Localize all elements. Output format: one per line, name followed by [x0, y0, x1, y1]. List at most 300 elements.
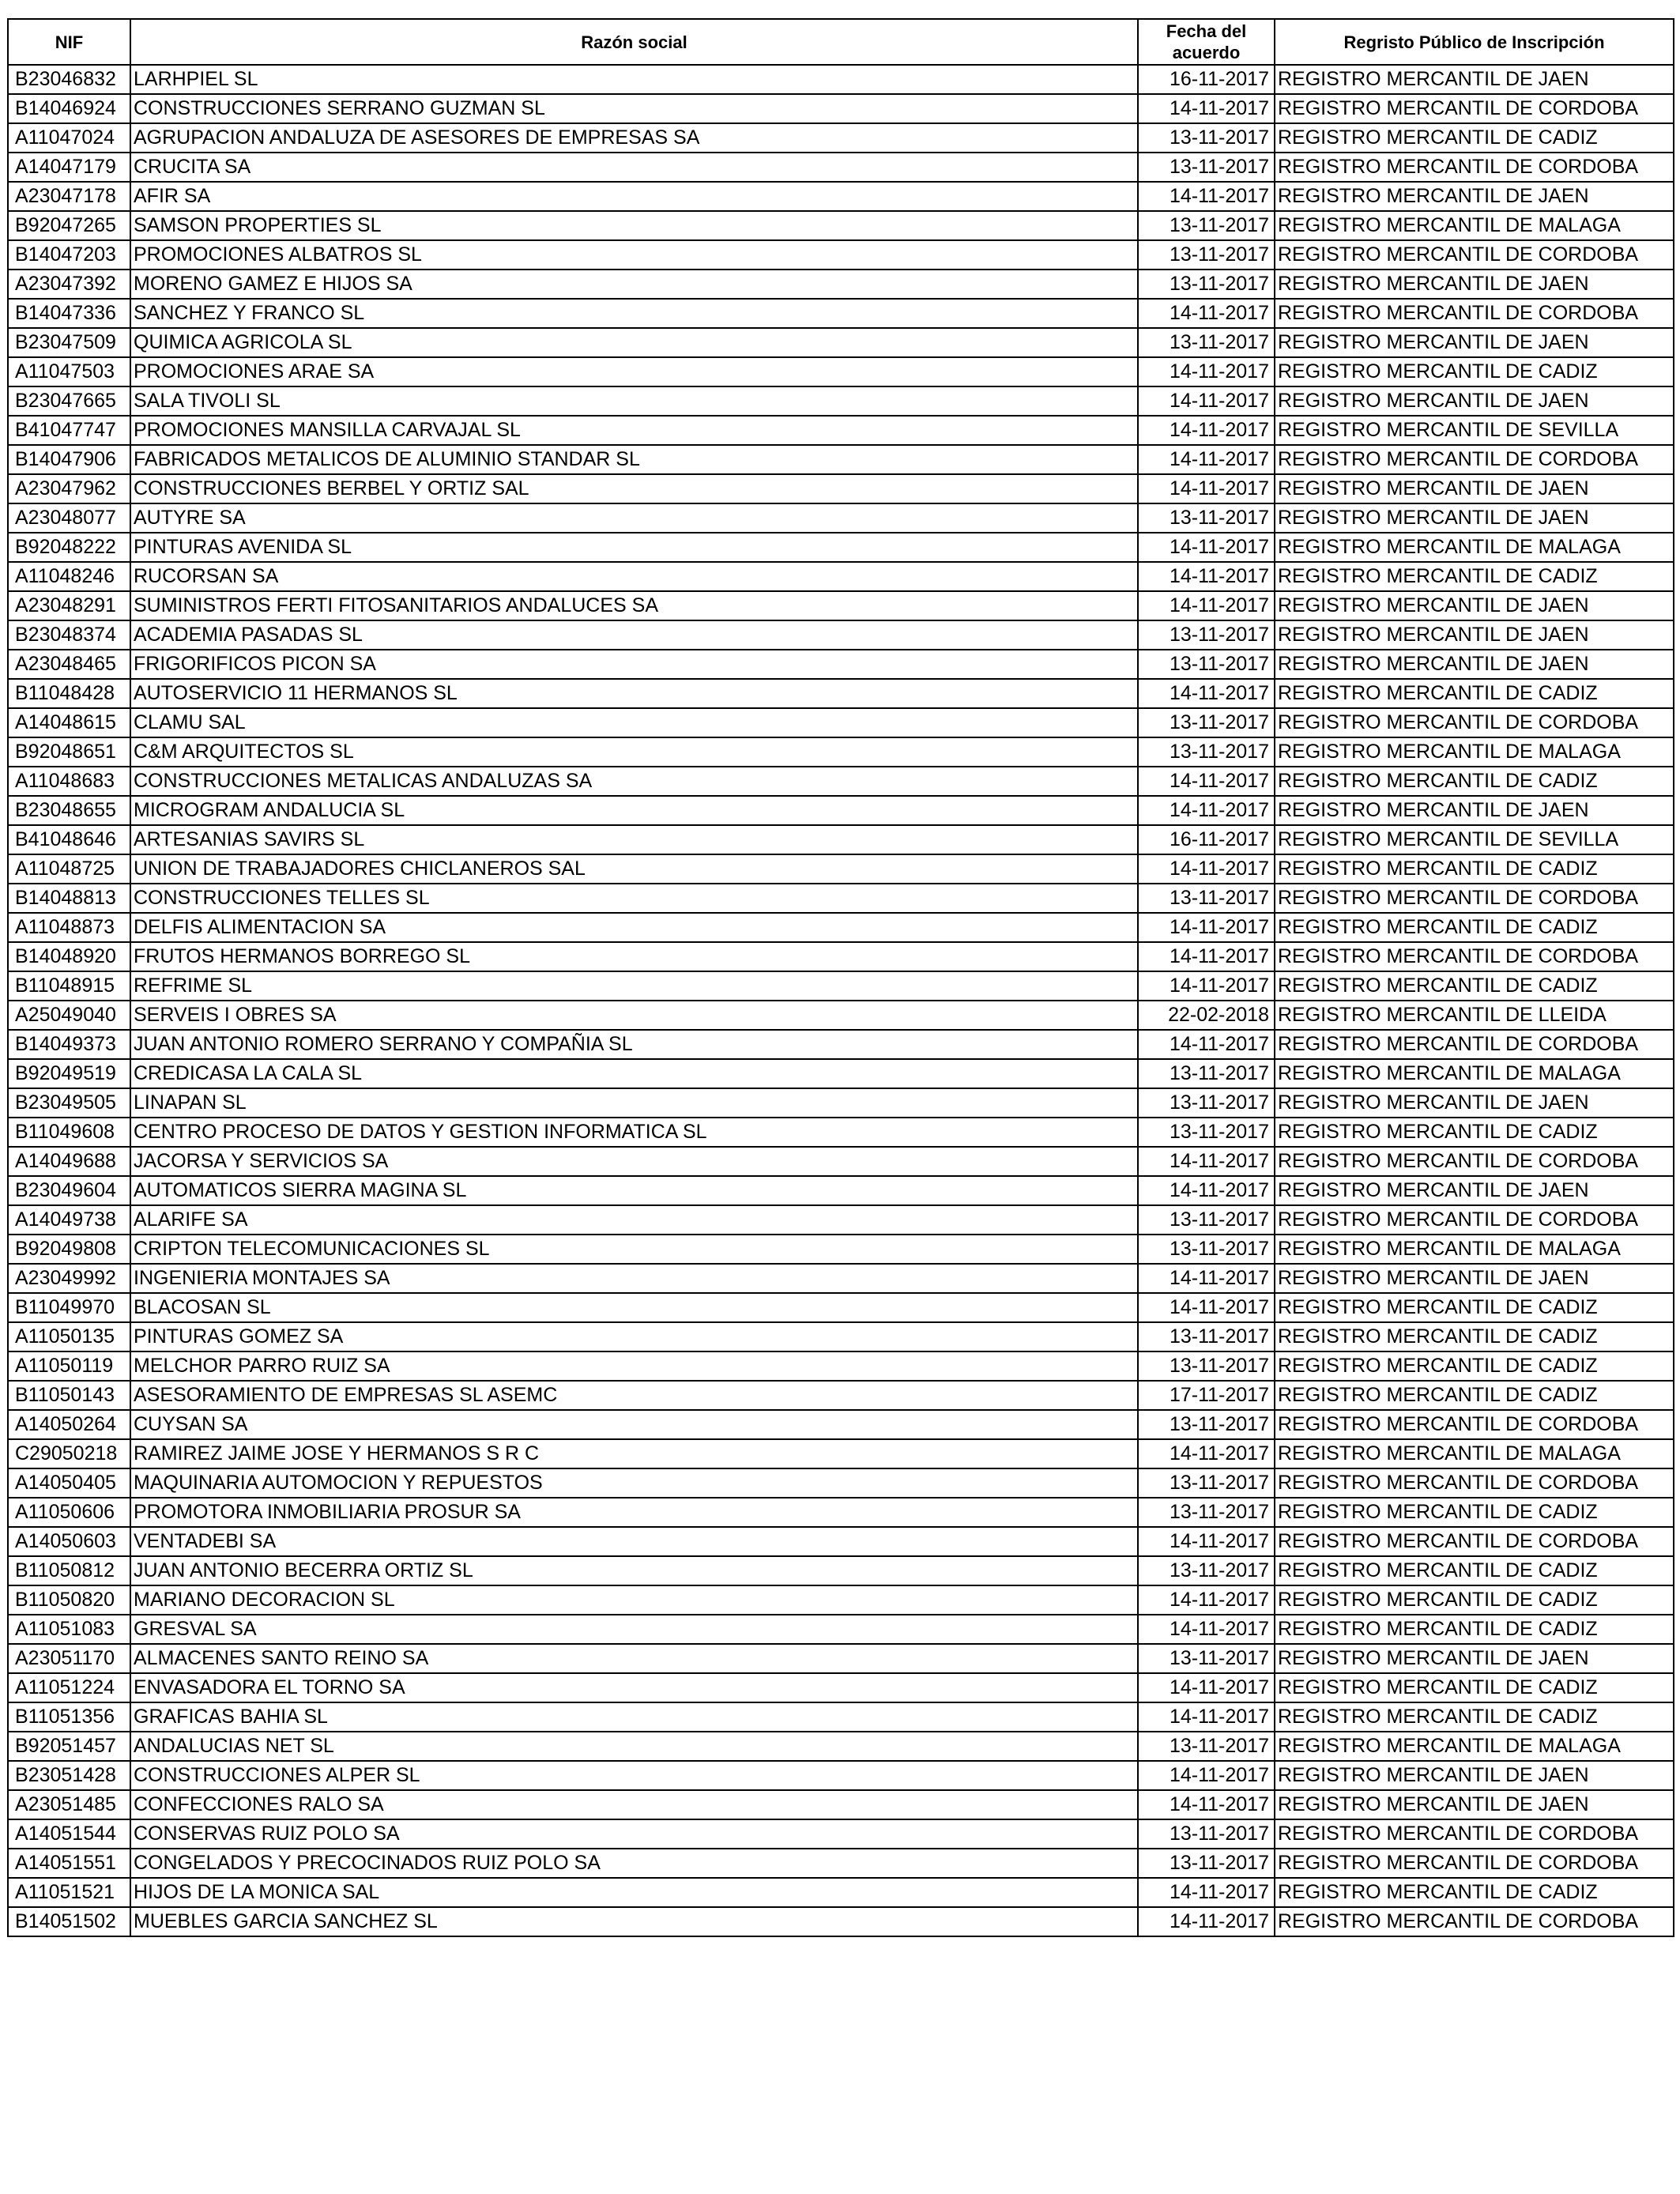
- cell-nif: B92048651: [8, 737, 130, 767]
- cell-fecha: 13-11-2017: [1138, 1088, 1275, 1118]
- table-row: [8, 1176, 1674, 1205]
- cell-nif: B92049519: [8, 1059, 130, 1088]
- cell-fecha: 13-11-2017: [1138, 240, 1275, 270]
- cell-nif: A11050119: [8, 1351, 130, 1381]
- cell-fecha: 13-11-2017: [1138, 153, 1275, 182]
- cell-razon-social: MICROGRAM ANDALUCIA SL: [130, 796, 1138, 825]
- cell-razon-social: JACORSA Y SERVICIOS SA: [130, 1147, 1138, 1176]
- cell-razon-social: QUIMICA AGRICOLA SL: [130, 328, 1138, 357]
- table-row: [8, 1381, 1674, 1410]
- cell-nif: A23047392: [8, 270, 130, 299]
- cell-nif: A14050603: [8, 1527, 130, 1556]
- cell-registro: REGISTRO MERCANTIL DE CORDOBA: [1275, 299, 1674, 328]
- header-row: [8, 19, 1674, 65]
- cell-fecha: 13-11-2017: [1138, 1235, 1275, 1264]
- header-registro: Regristo Público de Inscripción: [1275, 19, 1674, 65]
- cell-razon-social: CLAMU SAL: [130, 708, 1138, 737]
- cell-nif: A14048615: [8, 708, 130, 737]
- cell-nif: A23049992: [8, 1264, 130, 1293]
- table-row: [8, 1468, 1674, 1498]
- cell-fecha: 14-11-2017: [1138, 1615, 1275, 1644]
- cell-fecha: 14-11-2017: [1138, 357, 1275, 386]
- cell-registro: REGISTRO MERCANTIL DE JAEN: [1275, 65, 1674, 94]
- cell-razon-social: ALMACENES SANTO REINO SA: [130, 1644, 1138, 1673]
- table-row: [8, 1322, 1674, 1351]
- table-header: [8, 19, 1674, 65]
- cell-nif: B92047265: [8, 211, 130, 240]
- cell-nif: B14047203: [8, 240, 130, 270]
- cell-fecha: 16-11-2017: [1138, 825, 1275, 854]
- cell-nif: B11050143: [8, 1381, 130, 1410]
- cell-registro: REGISTRO MERCANTIL DE JAEN: [1275, 591, 1674, 620]
- table-row: [8, 1878, 1674, 1907]
- cell-razon-social: PINTURAS AVENIDA SL: [130, 533, 1138, 562]
- cell-registro: REGISTRO MERCANTIL DE MALAGA: [1275, 1732, 1674, 1761]
- cell-fecha: 14-11-2017: [1138, 1264, 1275, 1293]
- cell-razon-social: UNION DE TRABAJADORES CHICLANEROS SAL: [130, 854, 1138, 884]
- cell-registro: REGISTRO MERCANTIL DE CORDOBA: [1275, 1147, 1674, 1176]
- cell-nif: A11047024: [8, 123, 130, 153]
- cell-razon-social: MUEBLES GARCIA SANCHEZ SL: [130, 1907, 1138, 1936]
- cell-registro: REGISTRO MERCANTIL DE CADIZ: [1275, 1702, 1674, 1732]
- cell-nif: B14051502: [8, 1907, 130, 1936]
- header-fecha-acuerdo: [1138, 19, 1275, 65]
- cell-nif: A11050135: [8, 1322, 130, 1351]
- table-row: [8, 884, 1674, 913]
- cell-registro: REGISTRO MERCANTIL DE JAEN: [1275, 620, 1674, 650]
- cell-fecha: 13-11-2017: [1138, 1849, 1275, 1878]
- cell-nif: A11051083: [8, 1615, 130, 1644]
- table-row: [8, 1439, 1674, 1468]
- table-row: [8, 445, 1674, 474]
- cell-fecha: 13-11-2017: [1138, 1322, 1275, 1351]
- cell-razon-social: JUAN ANTONIO ROMERO SERRANO Y COMPAÑIA SL: [130, 1030, 1138, 1059]
- cell-fecha: 14-11-2017: [1138, 562, 1275, 591]
- cell-nif: B41048646: [8, 825, 130, 854]
- cell-razon-social: ARTESANIAS SAVIRS SL: [130, 825, 1138, 854]
- table-row: [8, 825, 1674, 854]
- cell-nif: B92051457: [8, 1732, 130, 1761]
- cell-fecha: 14-11-2017: [1138, 182, 1275, 211]
- cell-fecha: 14-11-2017: [1138, 1527, 1275, 1556]
- cell-fecha: 13-11-2017: [1138, 650, 1275, 679]
- cell-nif: A11051224: [8, 1673, 130, 1702]
- cell-fecha: 17-11-2017: [1138, 1381, 1275, 1410]
- cell-registro: REGISTRO MERCANTIL DE JAEN: [1275, 1644, 1674, 1673]
- cell-nif: A23048077: [8, 503, 130, 533]
- cell-nif: B92049808: [8, 1235, 130, 1264]
- cell-registro: REGISTRO MERCANTIL DE CADIZ: [1275, 1118, 1674, 1147]
- cell-fecha: 13-11-2017: [1138, 1410, 1275, 1439]
- cell-razon-social: CREDICASA LA CALA SL: [130, 1059, 1138, 1088]
- table-row: [8, 913, 1674, 942]
- table-row: [8, 1673, 1674, 1702]
- table-row: [8, 1819, 1674, 1849]
- cell-registro: REGISTRO MERCANTIL DE CORDOBA: [1275, 942, 1674, 971]
- cell-nif: A11048873: [8, 913, 130, 942]
- cell-razon-social: ANDALUCIAS NET SL: [130, 1732, 1138, 1761]
- cell-registro: REGISTRO MERCANTIL DE JAEN: [1275, 503, 1674, 533]
- cell-razon-social: SANCHEZ Y FRANCO SL: [130, 299, 1138, 328]
- cell-razon-social: CONSERVAS RUIZ POLO SA: [130, 1819, 1138, 1849]
- cell-fecha: 14-11-2017: [1138, 416, 1275, 445]
- cell-registro: REGISTRO MERCANTIL DE SEVILLA: [1275, 416, 1674, 445]
- table-row: [8, 270, 1674, 299]
- cell-razon-social: CONSTRUCCIONES SERRANO GUZMAN SL: [130, 94, 1138, 123]
- table-row: [8, 1556, 1674, 1585]
- cell-registro: REGISTRO MERCANTIL DE CADIZ: [1275, 123, 1674, 153]
- table-row: [8, 1410, 1674, 1439]
- cell-registro: REGISTRO MERCANTIL DE CADIZ: [1275, 1585, 1674, 1615]
- table-row: [8, 1118, 1674, 1147]
- cell-fecha: 14-11-2017: [1138, 942, 1275, 971]
- cell-razon-social: AUTYRE SA: [130, 503, 1138, 533]
- cell-nif: B11049970: [8, 1293, 130, 1322]
- cell-registro: REGISTRO MERCANTIL DE JAEN: [1275, 474, 1674, 503]
- cell-nif: A11047503: [8, 357, 130, 386]
- table-body: [8, 65, 1674, 1936]
- cell-fecha: 14-11-2017: [1138, 1439, 1275, 1468]
- table-row: [8, 1030, 1674, 1059]
- cell-registro: REGISTRO MERCANTIL DE CORDOBA: [1275, 708, 1674, 737]
- cell-registro: REGISTRO MERCANTIL DE CADIZ: [1275, 854, 1674, 884]
- cell-fecha: 13-11-2017: [1138, 270, 1275, 299]
- cell-fecha: 13-11-2017: [1138, 328, 1275, 357]
- cell-registro: REGISTRO MERCANTIL DE CADIZ: [1275, 679, 1674, 708]
- cell-fecha: 14-11-2017: [1138, 1585, 1275, 1615]
- cell-fecha: 16-11-2017: [1138, 65, 1275, 94]
- cell-razon-social: C&M ARQUITECTOS SL: [130, 737, 1138, 767]
- cell-nif: B14047906: [8, 445, 130, 474]
- table-row: [8, 679, 1674, 708]
- cell-razon-social: FRUTOS HERMANOS BORREGO SL: [130, 942, 1138, 971]
- cell-fecha: 14-11-2017: [1138, 591, 1275, 620]
- header-razon-social: Razón social: [130, 19, 1138, 65]
- cell-fecha: 13-11-2017: [1138, 123, 1275, 153]
- cell-fecha: 13-11-2017: [1138, 620, 1275, 650]
- cell-registro: REGISTRO MERCANTIL DE JAEN: [1275, 1176, 1674, 1205]
- table-row: [8, 1849, 1674, 1878]
- table-row: [8, 299, 1674, 328]
- cell-razon-social: SAMSON PROPERTIES SL: [130, 211, 1138, 240]
- cell-nif: A25049040: [8, 1001, 130, 1030]
- cell-nif: B14047336: [8, 299, 130, 328]
- cell-razon-social: RUCORSAN SA: [130, 562, 1138, 591]
- cell-nif: B23048374: [8, 620, 130, 650]
- cell-razon-social: BLACOSAN SL: [130, 1293, 1138, 1322]
- cell-nif: B92048222: [8, 533, 130, 562]
- cell-registro: REGISTRO MERCANTIL DE MALAGA: [1275, 533, 1674, 562]
- cell-razon-social: PROMOTORA INMOBILIARIA PROSUR SA: [130, 1498, 1138, 1527]
- table-row: [8, 562, 1674, 591]
- cell-nif: A23051485: [8, 1790, 130, 1819]
- cell-registro: REGISTRO MERCANTIL DE MALAGA: [1275, 1439, 1674, 1468]
- cell-fecha: 14-11-2017: [1138, 1702, 1275, 1732]
- cell-registro: REGISTRO MERCANTIL DE CADIZ: [1275, 1498, 1674, 1527]
- cell-fecha: 14-11-2017: [1138, 299, 1275, 328]
- cell-razon-social: CONFECCIONES RALO SA: [130, 1790, 1138, 1819]
- table-row: [8, 211, 1674, 240]
- cell-registro: REGISTRO MERCANTIL DE CADIZ: [1275, 562, 1674, 591]
- table-row: [8, 1702, 1674, 1732]
- table-row: [8, 650, 1674, 679]
- header-fecha-line1: Fecha del: [1166, 21, 1247, 41]
- cell-registro: REGISTRO MERCANTIL DE CADIZ: [1275, 1556, 1674, 1585]
- cell-registro: REGISTRO MERCANTIL DE CADIZ: [1275, 913, 1674, 942]
- cell-registro: REGISTRO MERCANTIL DE CADIZ: [1275, 971, 1674, 1001]
- cell-registro: REGISTRO MERCANTIL DE MALAGA: [1275, 737, 1674, 767]
- cell-registro: REGISTRO MERCANTIL DE CADIZ: [1275, 1322, 1674, 1351]
- cell-razon-social: REFRIME SL: [130, 971, 1138, 1001]
- cell-registro: REGISTRO MERCANTIL DE JAEN: [1275, 386, 1674, 416]
- cell-fecha: 14-11-2017: [1138, 1030, 1275, 1059]
- cell-razon-social: ACADEMIA PASADAS SL: [130, 620, 1138, 650]
- cell-fecha: 14-11-2017: [1138, 1790, 1275, 1819]
- cell-registro: REGISTRO MERCANTIL DE CORDOBA: [1275, 1819, 1674, 1849]
- cell-fecha: 14-11-2017: [1138, 94, 1275, 123]
- table-row: [8, 123, 1674, 153]
- cell-razon-social: CONSTRUCCIONES ALPER SL: [130, 1761, 1138, 1790]
- cell-razon-social: FRIGORIFICOS PICON SA: [130, 650, 1138, 679]
- cell-nif: B11051356: [8, 1702, 130, 1732]
- cell-nif: B23049604: [8, 1176, 130, 1205]
- cell-nif: B11050812: [8, 1556, 130, 1585]
- cell-fecha: 14-11-2017: [1138, 1907, 1275, 1936]
- cell-fecha: 13-11-2017: [1138, 1059, 1275, 1088]
- cell-nif: B11048428: [8, 679, 130, 708]
- cell-razon-social: ALARIFE SA: [130, 1205, 1138, 1235]
- cell-razon-social: CONGELADOS Y PRECOCINADOS RUIZ POLO SA: [130, 1849, 1138, 1878]
- cell-razon-social: MORENO GAMEZ E HIJOS SA: [130, 270, 1138, 299]
- cell-nif: A11048683: [8, 767, 130, 796]
- cell-razon-social: INGENIERIA MONTAJES SA: [130, 1264, 1138, 1293]
- table-row: [8, 1205, 1674, 1235]
- table-row: [8, 1235, 1674, 1264]
- table-row: [8, 1790, 1674, 1819]
- cell-nif: B11049608: [8, 1118, 130, 1147]
- cell-registro: REGISTRO MERCANTIL DE JAEN: [1275, 1088, 1674, 1118]
- cell-fecha: 14-11-2017: [1138, 1878, 1275, 1907]
- cell-fecha: 14-11-2017: [1138, 533, 1275, 562]
- cell-razon-social: PROMOCIONES MANSILLA CARVAJAL SL: [130, 416, 1138, 445]
- cell-fecha: 13-11-2017: [1138, 1644, 1275, 1673]
- cell-registro: REGISTRO MERCANTIL DE CADIZ: [1275, 1293, 1674, 1322]
- table-row: [8, 1761, 1674, 1790]
- cell-razon-social: JUAN ANTONIO BECERRA ORTIZ SL: [130, 1556, 1138, 1585]
- cell-registro: REGISTRO MERCANTIL DE CORDOBA: [1275, 884, 1674, 913]
- cell-fecha: 13-11-2017: [1138, 1498, 1275, 1527]
- cell-fecha: 14-11-2017: [1138, 971, 1275, 1001]
- table-row: [8, 503, 1674, 533]
- table-row: [8, 65, 1674, 94]
- cell-fecha: 13-11-2017: [1138, 1205, 1275, 1235]
- cell-nif: A14051551: [8, 1849, 130, 1878]
- cell-registro: REGISTRO MERCANTIL DE JAEN: [1275, 1790, 1674, 1819]
- table-row: [8, 942, 1674, 971]
- cell-razon-social: ASESORAMIENTO DE EMPRESAS SL ASEMC: [130, 1381, 1138, 1410]
- cell-registro: REGISTRO MERCANTIL DE JAEN: [1275, 1761, 1674, 1790]
- cell-nif: B11048915: [8, 971, 130, 1001]
- cell-nif: A11051521: [8, 1878, 130, 1907]
- table-row: [8, 620, 1674, 650]
- cell-registro: REGISTRO MERCANTIL DE CORDOBA: [1275, 1205, 1674, 1235]
- cell-registro: REGISTRO MERCANTIL DE CORDOBA: [1275, 1030, 1674, 1059]
- cell-nif: A14049688: [8, 1147, 130, 1176]
- table-row: [8, 357, 1674, 386]
- table-row: [8, 1527, 1674, 1556]
- cell-razon-social: CRUCITA SA: [130, 153, 1138, 182]
- table-row: [8, 1001, 1674, 1030]
- table-row: [8, 1644, 1674, 1673]
- cell-razon-social: LINAPAN SL: [130, 1088, 1138, 1118]
- cell-razon-social: HIJOS DE LA MONICA SAL: [130, 1878, 1138, 1907]
- cell-nif: A14049738: [8, 1205, 130, 1235]
- cell-registro: REGISTRO MERCANTIL DE CORDOBA: [1275, 1907, 1674, 1936]
- cell-fecha: 22-02-2018: [1138, 1001, 1275, 1030]
- cell-fecha: 14-11-2017: [1138, 1147, 1275, 1176]
- cell-registro: REGISTRO MERCANTIL DE MALAGA: [1275, 1235, 1674, 1264]
- cell-razon-social: VENTADEBI SA: [130, 1527, 1138, 1556]
- cell-fecha: 14-11-2017: [1138, 474, 1275, 503]
- table-row: [8, 1585, 1674, 1615]
- cell-registro: REGISTRO MERCANTIL DE MALAGA: [1275, 211, 1674, 240]
- cell-fecha: 14-11-2017: [1138, 445, 1275, 474]
- cell-fecha: 14-11-2017: [1138, 854, 1275, 884]
- table-row: [8, 1293, 1674, 1322]
- cell-fecha: 14-11-2017: [1138, 386, 1275, 416]
- cell-nif: C29050218: [8, 1439, 130, 1468]
- cell-nif: A23048291: [8, 591, 130, 620]
- cell-razon-social: AFIR SA: [130, 182, 1138, 211]
- cell-nif: B23046832: [8, 65, 130, 94]
- cell-registro: REGISTRO MERCANTIL DE JAEN: [1275, 270, 1674, 299]
- cell-nif: A14051544: [8, 1819, 130, 1849]
- table-row: [8, 1147, 1674, 1176]
- cell-nif: A14047179: [8, 153, 130, 182]
- table-row: [8, 1059, 1674, 1088]
- cell-registro: REGISTRO MERCANTIL DE MALAGA: [1275, 1059, 1674, 1088]
- cell-fecha: 14-11-2017: [1138, 1293, 1275, 1322]
- cell-nif: A11050606: [8, 1498, 130, 1527]
- table-row: [8, 854, 1674, 884]
- cell-nif: A14050405: [8, 1468, 130, 1498]
- cell-razon-social: SALA TIVOLI SL: [130, 386, 1138, 416]
- table-row: [8, 474, 1674, 503]
- cell-registro: REGISTRO MERCANTIL DE CADIZ: [1275, 357, 1674, 386]
- table-row: [8, 708, 1674, 737]
- cell-fecha: 13-11-2017: [1138, 737, 1275, 767]
- cell-fecha: 13-11-2017: [1138, 884, 1275, 913]
- table-row: [8, 240, 1674, 270]
- table-row: [8, 1264, 1674, 1293]
- cell-nif: A14050264: [8, 1410, 130, 1439]
- cell-fecha: 13-11-2017: [1138, 503, 1275, 533]
- cell-razon-social: PROMOCIONES ARAE SA: [130, 357, 1138, 386]
- cell-razon-social: CENTRO PROCESO DE DATOS Y GESTION INFORMATICA SL: [130, 1118, 1138, 1147]
- cell-nif: A11048725: [8, 854, 130, 884]
- cell-razon-social: MARIANO DECORACION SL: [130, 1585, 1138, 1615]
- table-row: [8, 1088, 1674, 1118]
- cell-fecha: 14-11-2017: [1138, 1761, 1275, 1790]
- cell-razon-social: GRAFICAS BAHIA SL: [130, 1702, 1138, 1732]
- cell-fecha: 13-11-2017: [1138, 1351, 1275, 1381]
- cell-nif: B11050820: [8, 1585, 130, 1615]
- cell-registro: REGISTRO MERCANTIL DE JAEN: [1275, 796, 1674, 825]
- table-row: [8, 533, 1674, 562]
- cell-fecha: 14-11-2017: [1138, 913, 1275, 942]
- cell-nif: B23051428: [8, 1761, 130, 1790]
- cell-razon-social: MAQUINARIA AUTOMOCION Y REPUESTOS: [130, 1468, 1138, 1498]
- cell-razon-social: ENVASADORA EL TORNO SA: [130, 1673, 1138, 1702]
- cell-fecha: 13-11-2017: [1138, 211, 1275, 240]
- registry-table: [7, 18, 1674, 1937]
- cell-fecha: 14-11-2017: [1138, 679, 1275, 708]
- cell-fecha: 13-11-2017: [1138, 1732, 1275, 1761]
- cell-razon-social: CUYSAN SA: [130, 1410, 1138, 1439]
- table-row: [8, 1351, 1674, 1381]
- cell-registro: REGISTRO MERCANTIL DE CADIZ: [1275, 1351, 1674, 1381]
- cell-nif: A11048246: [8, 562, 130, 591]
- cell-registro: REGISTRO MERCANTIL DE CADIZ: [1275, 1878, 1674, 1907]
- cell-razon-social: PROMOCIONES ALBATROS SL: [130, 240, 1138, 270]
- cell-registro: REGISTRO MERCANTIL DE JAEN: [1275, 650, 1674, 679]
- cell-registro: REGISTRO MERCANTIL DE CORDOBA: [1275, 1849, 1674, 1878]
- cell-razon-social: FABRICADOS METALICOS DE ALUMINIO STANDAR SL: [130, 445, 1138, 474]
- header-fecha-line2: acuerdo: [1172, 43, 1241, 62]
- cell-fecha: 13-11-2017: [1138, 1468, 1275, 1498]
- cell-registro: REGISTRO MERCANTIL DE CADIZ: [1275, 1381, 1674, 1410]
- cell-razon-social: RAMIREZ JAIME JOSE Y HERMANOS S R C: [130, 1439, 1138, 1468]
- cell-nif: A23051170: [8, 1644, 130, 1673]
- cell-nif: B23047665: [8, 386, 130, 416]
- cell-registro: REGISTRO MERCANTIL DE CORDOBA: [1275, 445, 1674, 474]
- cell-razon-social: SUMINISTROS FERTI FITOSANITARIOS ANDALUCES SA: [130, 591, 1138, 620]
- cell-nif: B41047747: [8, 416, 130, 445]
- cell-registro: REGISTRO MERCANTIL DE CORDOBA: [1275, 1527, 1674, 1556]
- company-registry-sheet: [7, 18, 1673, 1937]
- cell-razon-social: CONSTRUCCIONES METALICAS ANDALUZAS SA: [130, 767, 1138, 796]
- table-row: [8, 182, 1674, 211]
- cell-fecha: 14-11-2017: [1138, 767, 1275, 796]
- cell-nif: A23048465: [8, 650, 130, 679]
- table-row: [8, 416, 1674, 445]
- cell-registro: REGISTRO MERCANTIL DE CORDOBA: [1275, 240, 1674, 270]
- cell-razon-social: PINTURAS GOMEZ SA: [130, 1322, 1138, 1351]
- cell-razon-social: AGRUPACION ANDALUZA DE ASESORES DE EMPRESAS SA: [130, 123, 1138, 153]
- cell-razon-social: CONSTRUCCIONES TELLES SL: [130, 884, 1138, 913]
- cell-razon-social: GRESVAL SA: [130, 1615, 1138, 1644]
- cell-nif: B14048920: [8, 942, 130, 971]
- table-row: [8, 1907, 1674, 1936]
- table-row: [8, 153, 1674, 182]
- header-nif: NIF: [8, 19, 130, 65]
- cell-registro: REGISTRO MERCANTIL DE CORDOBA: [1275, 153, 1674, 182]
- cell-registro: REGISTRO MERCANTIL DE JAEN: [1275, 182, 1674, 211]
- cell-registro: REGISTRO MERCANTIL DE CORDOBA: [1275, 1468, 1674, 1498]
- table-row: [8, 971, 1674, 1001]
- cell-fecha: 14-11-2017: [1138, 1673, 1275, 1702]
- cell-razon-social: SERVEIS I OBRES SA: [130, 1001, 1138, 1030]
- cell-registro: REGISTRO MERCANTIL DE CORDOBA: [1275, 94, 1674, 123]
- cell-registro: REGISTRO MERCANTIL DE CORDOBA: [1275, 1410, 1674, 1439]
- cell-nif: A23047962: [8, 474, 130, 503]
- table-row: [8, 737, 1674, 767]
- cell-nif: A23047178: [8, 182, 130, 211]
- cell-registro: REGISTRO MERCANTIL DE CADIZ: [1275, 1615, 1674, 1644]
- cell-nif: B23047509: [8, 328, 130, 357]
- cell-fecha: 13-11-2017: [1138, 1556, 1275, 1585]
- cell-razon-social: LARHPIEL SL: [130, 65, 1138, 94]
